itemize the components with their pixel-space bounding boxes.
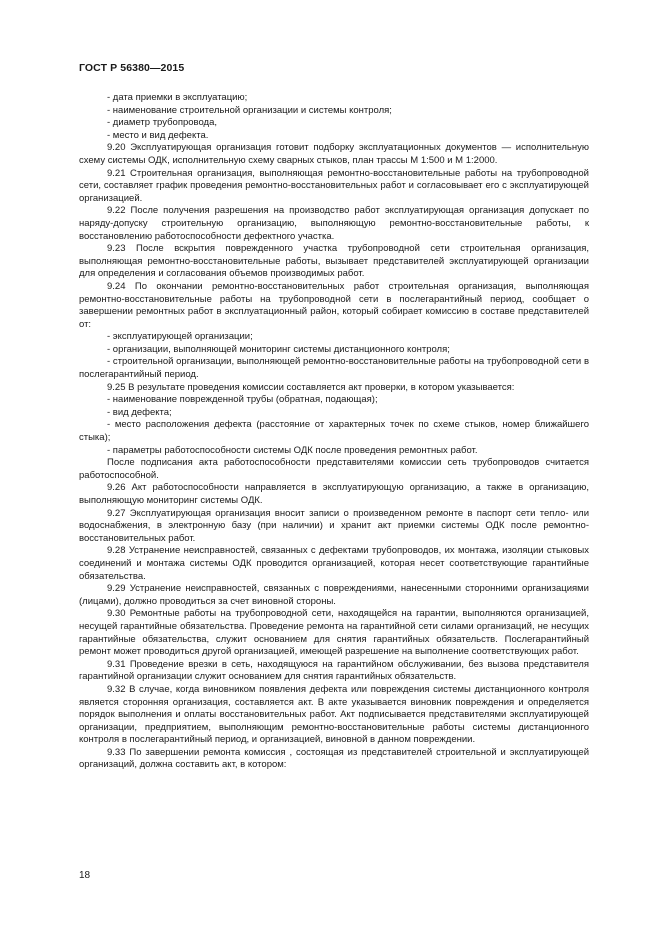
paragraph-9-32: 9.32 В случае, когда виновником появления дефекта или повреждения системы дистанционного контроля является сторонняя организация, составляется акт. В акте указывается виновник повреждения и определяется порядок выполнения и оплаты восстановительных работ. Акт подписывается представителями эксплуатирующей организации, предприятием, выполняющим ремонтно-восстановительные работы системы дистанционного контроля в послегарантийный период, и организацией, виновной в данном повреждении.: [79, 683, 589, 746]
list-item: - место и вид дефекта.: [107, 129, 209, 141]
paragraph-9-33: 9.33 По завершении ремонта комиссия , состоящая из представителей строительной и эксплуатирующей организаций, должна составить акт, в котором:: [79, 746, 589, 771]
paragraph-9-22: 9.22 После получения разрешения на производство работ эксплуатирующая организация допускает по наряду-допуску строительную организацию, выполняющую ремонтно-восстановительные работы, к восстановлению работоспособности дефектного участка.: [79, 205, 589, 242]
paragraph-9-21: 9.21 Строительная организация, выполняющая ремонтно-восстановительные работы на трубопроводной сети, составляет график проведения ремонтно-восстановительных работ и согласовывает его с эксплуатирующей организацией.: [79, 167, 589, 204]
paragraph-9-23: 9.23 После вскрытия поврежденного участка трубопроводной сети строительная организация, выполняющая ремонтно-восстановительные работы, вызывает представителей эксплуатирующей организации для определения и согласования объемов производимых работ.: [79, 243, 589, 280]
paragraph-9-27: 9.27 Эксплуатирующая организация вносит записи о произведенном ремонте в паспорт сети тепло- или водоснабжения, в электронную базу (при наличии) и хранит акт приемки системы ОДК после ремонтно-восстановительных работ.: [79, 507, 589, 544]
list-item: - строительной организации, выполняющей ремонтно-восстановительные работы на трубопроводной сети в послегарантийный период.: [79, 356, 589, 381]
list-item: - место расположения дефекта (расстояние от характерных точек по схеме стыков, номер ближайшего стыка);: [79, 419, 589, 444]
paragraph-9-26: 9.26 Акт работоспособности направляется в эксплуатирующую организацию, а также в организацию, выполняющую мониторинг системы ОДК.: [79, 482, 589, 506]
paragraph-9-31: 9.31 Проведение врезки в сеть, находящуюся на гарантийном обслуживании, без вызова представителя гарантийной организации служит основанием для снятия гарантийных обязательств.: [79, 658, 589, 683]
document-header: ГОСТ Р 56380—2015: [79, 62, 185, 74]
paragraph-9-24: 9.24 По окончании ремонтно-восстановительных работ строительная организация, выполняющая ремонтно-восстановительные работы на трубопроводной сети в послегарантийный период, сообщает о завершении ремонтных работ в эксплуатационный район, который собирает комиссию в составе представителей от:: [79, 280, 589, 330]
list-item: - диаметр трубопровода,: [107, 117, 218, 129]
list-item: - наименование поврежденной трубы (обратная, подающая);: [107, 394, 378, 406]
paragraph-text: После подписания акта работоспособности представителями комиссии сеть трубопроводов считается работоспособной.: [79, 457, 589, 481]
paragraph-9-30: 9.30 Ремонтные работы на трубопроводной сети, находящейся на гарантии, выполняются организацией, несущей гарантийные обязательства. Проведение ремонта на гарантийной сети силами организаций, не несущих гарантийные обязательства, служит основанием для снятия гарантийных обязательств. Послегарантийный ремонт может проводиться другой организацией, имеющей разрешение на выполнение соответствующих работ.: [79, 608, 589, 658]
paragraph-9-20: 9.20 Эксплуатирующая организация готовит подборку эксплуатационных документов — исполнительную схему системы ОДК, исполнительную схему сварных стыков, план трассы М 1:500 и М 1:2000.: [79, 142, 589, 166]
list-item: - вид дефекта;: [107, 406, 172, 418]
page-number: 18: [79, 870, 91, 881]
paragraph-9-25: 9.25 В результате проведения комиссии составляется акт проверки, в котором указывается:: [107, 381, 515, 393]
paragraph-9-29: 9.29 Устранение неисправностей, связанных с повреждениями, нанесенными сторонними организациями (лицами), должно проводиться за счет виновной стороны.: [79, 583, 589, 607]
paragraph-9-28: 9.28 Устранение неисправностей, связанных с дефектами трубопроводов, их монтажа, изоляции стыковых соединений и монтажа системы ОДК проводится организацией, которая несет соответствующие гарантийные обязательства.: [79, 545, 589, 582]
list-item: - эксплуатирующей организации;: [107, 331, 253, 343]
document-body: [79, 92, 589, 772]
list-item: - организации, выполняющей мониторинг системы дистанционного контроля;: [107, 343, 450, 355]
list-item: - наименование строительной организации и системы контроля;: [107, 104, 392, 116]
list-item: - дата приемки в эксплуатацию;: [107, 92, 248, 103]
list-item: - параметры работоспособности системы ОДК после проведения ремонтных работ.: [107, 444, 478, 456]
